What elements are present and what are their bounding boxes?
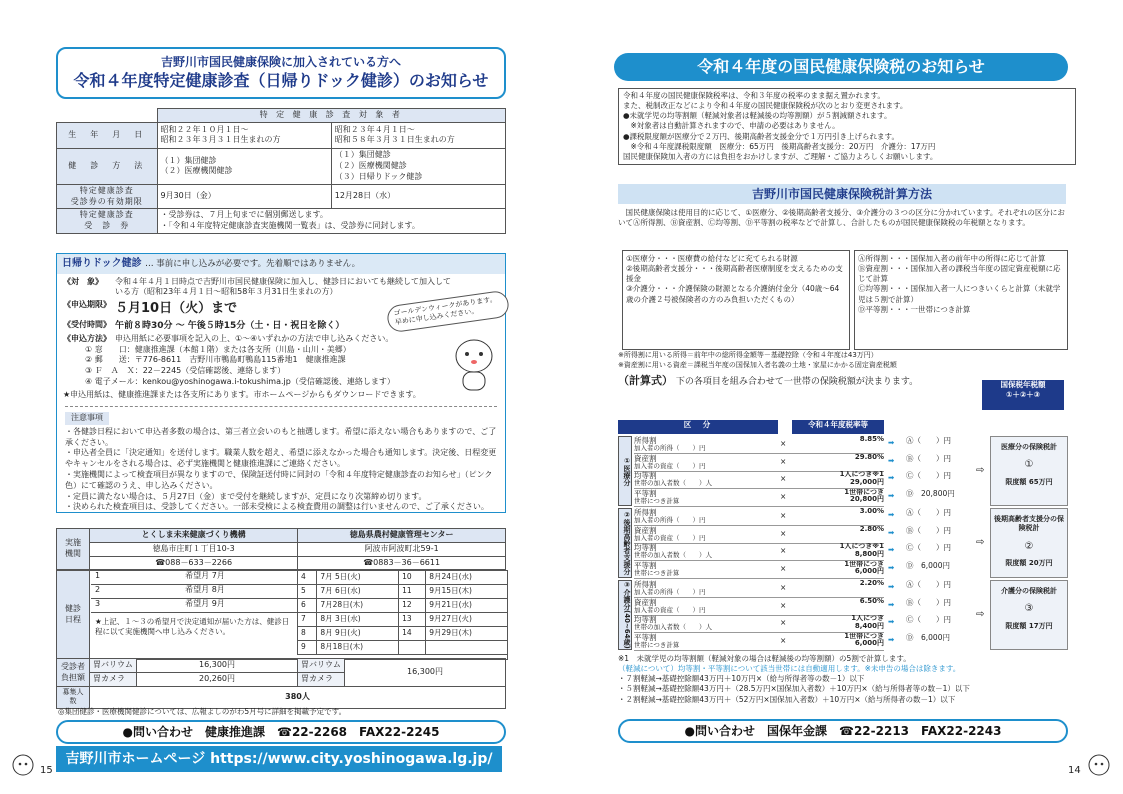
inst1-name: とくしま未来健康づくり機構: [90, 529, 298, 543]
item-rate: 3.00%: [859, 508, 884, 515]
item-result: Ⓓ 6,000円: [906, 560, 950, 570]
item-base: 世帯の加入者数（ ）人: [634, 623, 712, 631]
group-limit: 限度額 20万円: [1005, 559, 1053, 568]
date-value: 8月 9日(火): [317, 627, 399, 641]
item-name: 資産割: [634, 597, 657, 607]
fee-table: [56, 658, 506, 709]
dock-note: … 事前に申し込みが必要です。先着順ではありません。: [145, 259, 361, 269]
item-rate: 8.85%: [859, 436, 884, 443]
col-total: 国保税年税額 ①＋②＋③: [982, 380, 1064, 410]
fee2-type: 胃バリウム: [298, 659, 345, 673]
kubun-item: ②後期高齢者支援分・・・後期高齢者医療制度を支えるための支援金: [626, 264, 843, 284]
item-result: Ⓑ（ ）円: [906, 525, 951, 535]
mascot-icon: [10, 752, 36, 778]
method-item: ④ 電子メール：kenkou@yoshinogawa.i-tokushima.jp（受信確認後、連絡します）: [85, 376, 395, 386]
multiply-icon: ×: [780, 600, 787, 610]
group-result: [990, 436, 1068, 506]
multiply-icon: ×: [780, 491, 787, 501]
intro-box: [618, 88, 1076, 165]
kubun-item: ①医療分・・・医療費の給付などに充てられる財源: [626, 254, 798, 263]
dock-section: [56, 253, 506, 513]
arrow-right-icon: ➡: [888, 473, 895, 482]
row-birth-b: 昭和２３年４月１日～ 昭和５８年３月３１日生まれの方: [331, 122, 505, 148]
inst1-tel: ☎088－633－2266: [90, 556, 298, 570]
multiply-icon: ×: [780, 439, 787, 448]
group-limit: 限度額 65万円: [1005, 477, 1053, 486]
fee1-value: 16,300円: [137, 659, 298, 673]
row-method-label: 健 診 方 法: [57, 148, 158, 184]
reception-label: 《受付時間》: [63, 319, 111, 329]
item-rate: 1人につき 8,400円: [851, 615, 884, 630]
item-name: 所得割: [634, 508, 657, 517]
fee1-type: 胃カメラ: [90, 673, 137, 687]
note-item: ・ 定員に満たない場合は、５月27日（金）まで受付を継続しますが、定員になり次第締め切ります。: [65, 492, 497, 503]
group-name: ①医療分: [618, 436, 632, 506]
date-value: 7月28日(木): [317, 599, 399, 613]
rate-type-item: Ⓐ所得割・・・国保加入者の前年中の所得に応じて計算: [858, 254, 1046, 263]
calc-title: 吉野川市国民健康保険税計算方法: [618, 184, 1066, 204]
group-mark: ③: [1024, 603, 1034, 615]
sched-no: 3: [95, 599, 101, 608]
intro-line: ●未就学児の均等割額（軽減対象者は軽減後の均等割額）が５割減額されます。: [623, 111, 892, 121]
row-birth-label: 生 年 月 日: [57, 122, 158, 148]
item-rate: 1世帯につき 20,800円: [844, 488, 884, 504]
target-text: 令和４年４月１日時点で吉野川市国民健康保険に加入し、健診日においても継続して加入している方（昭和23年４月１日～昭和58年３月31日生まれの方）: [115, 276, 451, 297]
inst2-name: 徳島県農村健康管理センター: [298, 529, 506, 543]
deadline-value: ５月10日（火）まで: [115, 301, 238, 317]
arrow-right-icon: ➡: [888, 490, 895, 500]
left-footnote: ◎集団健診・医療機関健診については、広報よしのがわ5月号に詳細を掲載予定です。: [58, 707, 347, 716]
multiply-icon: ×: [780, 563, 787, 573]
item-base: 加入者の資産（ ）円: [634, 605, 706, 614]
foot-line: ※1 未就学児の均等割額（軽減対象の場合は軽減後の均等割額）の5割で計算します。: [618, 654, 911, 663]
inst2-address: 阿波市阿波町北59-1: [298, 542, 506, 556]
target-label: 《対 象》: [63, 276, 103, 286]
calc-intro: 国民健康保険は使用目的に応じて、①医療分、②後期高齢者支援分、③介護分の３つの区分に分かれています。それぞれの区分においてⒶ所得割、Ⓑ資産割、Ⓒ均等割、Ⓓ平等割の税率などで計算し、合計したものが国民健康保険税の年税額となります。: [618, 208, 1065, 228]
right-page-number: 14: [1068, 765, 1081, 776]
multiply-icon: ×: [780, 474, 787, 483]
left-contact: ●問い合わせ 健康推進課 ☎22-2268 FAX22-2245: [56, 720, 506, 744]
col-rate: 令和４年度税率等: [792, 420, 884, 434]
group-limit: 限度額 17万円: [1005, 621, 1053, 630]
date-no: 13: [399, 613, 426, 627]
date-no: 12: [399, 599, 426, 613]
left-page-number: 15: [40, 765, 53, 776]
rate-type-box: [854, 250, 1068, 350]
group-mark: ①: [1024, 459, 1034, 471]
fee-label: 受診者 負担額: [57, 659, 90, 687]
date-value: 8月 3日(水): [317, 613, 399, 627]
multiply-icon: ×: [780, 618, 787, 627]
inst2-tel: ☎0883－36－6611: [298, 556, 506, 570]
multiply-icon: ×: [780, 635, 787, 645]
row-ticket-text: ・受診券は、７月上旬までに個別郵送します。 ・「令和４年度特定健康診査実施機関一覧表」は、受診券に同封します。: [157, 209, 506, 234]
item-result: Ⓑ（ ）円: [906, 597, 951, 607]
notes-title: 注意事項: [65, 412, 109, 425]
arrow-right-icon: ➡: [888, 438, 895, 447]
arrow-right-icon: ➡: [888, 455, 895, 465]
date-value: 9月27日(火): [426, 613, 508, 627]
date-no: 9: [298, 641, 317, 655]
calc-note: ※資産割に用いる資産＝課税当年度の国保加入者名義の土地・家屋にかかる固定資産税額: [618, 361, 897, 369]
method-label: 《申込方法》: [63, 333, 111, 343]
item-rate: 1世帯につき 6,000円: [844, 560, 884, 576]
formula-text: 下の各項目を組み合わせて一世帯の保険税額が決まります。: [675, 377, 919, 387]
item-rate: 1世帯につき 6,000円: [844, 632, 884, 648]
tax-table: [618, 380, 1072, 652]
item-base: 世帯につき計算: [634, 568, 680, 577]
row-birth-a: 昭和２２年１０月１日～ 昭和２３年３月３１日生まれの方: [157, 122, 331, 148]
item-result: Ⓒ（ ）円: [906, 543, 951, 552]
capacity-label: 募集人数: [57, 687, 90, 709]
item-rate: 6.50%: [859, 597, 884, 605]
inst-label: 実施 機関: [57, 529, 90, 570]
date-value: 8月18日(木): [317, 641, 399, 655]
item-name: 所得割: [634, 580, 657, 589]
item-result: Ⓓ 20,800円: [906, 488, 955, 498]
item-name: 均等割: [634, 543, 657, 552]
item-name: 均等割: [634, 615, 657, 624]
rate-type-item: Ⓑ資産割・・・国保加入者の課税当年度の固定資産税額に応じて計算: [858, 264, 1061, 284]
merge-arrow-icon: ⇨: [976, 537, 985, 548]
date-value: 9月29日(木): [426, 627, 508, 641]
schedule-block: [56, 570, 508, 660]
date-no: 6: [298, 599, 317, 613]
row-expiry-b: 12月28日（水）: [331, 184, 505, 209]
date-no: 8: [298, 627, 317, 641]
speech-bubble: ゴールデンウィークがあります。早めに申し込みください。: [386, 290, 511, 334]
fee2-type: 胃カメラ: [298, 673, 345, 687]
arrow-right-icon: ➡: [888, 599, 895, 609]
item-base: 世帯の加入者数（ ）人: [634, 551, 712, 559]
item-name: 均等割: [634, 471, 657, 480]
item-name: 所得割: [634, 436, 657, 445]
left-page: [0, 0, 561, 794]
mascot-icon: [1086, 752, 1112, 778]
institution-table: [56, 528, 506, 570]
right-contact: ●問い合わせ 国保年金課 ☎22-2213 FAX22-2243: [618, 719, 1068, 743]
foot-notes: [618, 654, 1072, 705]
row-ticket-label: 特定健康診査 受 診 券: [57, 209, 158, 234]
reception-value: 午前８時30分 ～ 午後５時15分（土・日・祝日を除く）: [115, 320, 345, 331]
item-base: 加入者の所得（ ）円: [634, 588, 706, 596]
row-expiry-label: 特定健康診査 受診券の有効期限: [57, 184, 158, 209]
foot-line: ・２割軽減→基礎控除額43万円＋（52万円×国保加入者数）＋10万円×（給与所得者の数－1）以下: [618, 694, 956, 704]
date-value: 8月24日(水): [426, 571, 508, 585]
fee2-value: 16,300円: [345, 659, 506, 687]
foot-line: ・７割軽減→基礎控除額43万円＋10万円×（給与所得者等の数－1）以下: [618, 674, 865, 684]
item-base: 世帯の加入者数（ ）人: [634, 479, 712, 487]
arrow-right-icon: ➡: [888, 510, 895, 519]
date-value: 9月21日(水): [426, 599, 508, 613]
intro-line: ※令和４年度課税限度額 医療分：65万円 後期高齢者支援分：20万円 介護分：17万円: [623, 141, 936, 151]
col-kubun: 区 分: [618, 420, 778, 434]
row-method-a: （１）集団健診 （２）医療機関健診: [157, 148, 331, 184]
item-base: 加入者の所得（ ）円: [634, 444, 706, 452]
group-result-title: 医療分の保険税計: [1001, 443, 1057, 451]
rate-type-item: Ⓓ平等割・・・一世帯につき計算: [858, 304, 971, 314]
item-name: 平等割: [634, 632, 657, 642]
dock-title: 日帰りドック健診: [62, 258, 142, 269]
sched-no: 2: [95, 585, 101, 594]
intro-line: 令和４年度の国民健康保険税率は、令和３年度の税率のまま据え置かれます。: [623, 91, 885, 100]
homepage-banner[interactable]: 吉野川市ホームページ https://www.city.yoshinogawa.lg.jp/: [56, 746, 502, 772]
item-result: Ⓐ（ ）円: [906, 508, 951, 517]
deadline-label: 《申込期限》: [63, 300, 111, 310]
date-no: 4: [298, 571, 317, 585]
note-item: ・ 決められた検査項目は、受診してください。一部未受検による検査費用の調整は行いませんので、ご了承ください。: [65, 502, 497, 513]
right-header-title: 令和４年度の国民健康保険税のお知らせ: [614, 53, 1068, 81]
date-value: 7月 6日(水): [317, 585, 399, 599]
method-item: ③ Ｆ Ａ Ｘ：22－2245（受信確認後、連絡します）: [85, 366, 286, 376]
right-page: [562, 0, 1123, 794]
calc-note: ※所得割に用いる所得＝前年中の総所得金額等－基礎控除（令和４年度は43万円）: [618, 351, 878, 359]
item-rate: 2.20%: [859, 580, 884, 587]
group-result-title: 介護分の保険税計: [1001, 587, 1057, 595]
sched-month: 希望月 7月: [185, 571, 225, 580]
item-result: Ⓓ 6,000円: [906, 632, 950, 642]
multiply-icon: ×: [780, 511, 787, 520]
note-item: ・ 実施機関によって検査項目が異なりますので、保険証送付時に同封の「令和４年度特定健康診査のお知らせ」（ピンク色）にて確認のうえ、申し込みください。: [65, 470, 497, 492]
method-value: 申込用紙に必要事項を記入の上、①～④いずれかの方法で申し込みください。: [115, 333, 394, 343]
rate-type-item: Ⓒ均等割・・・国保加入者一人につきいくらと計算（未就学児は５割で計算）: [858, 284, 1061, 304]
arrow-right-icon: ➡: [888, 617, 895, 626]
item-name: 資産割: [634, 525, 657, 535]
item-rate: 2.80%: [859, 525, 884, 533]
intro-line: 国民健康保険加入者の方には負担をおかけしますが、ご理解・ご協力よろしくお願いします。: [623, 151, 938, 161]
item-name: 平等割: [634, 488, 657, 498]
note-item: ・ 申込者全員に「決定通知」を送付します。職業人数を超え、希望に添えなかった場合も通知します。決定後、日程変更やキャンセルをされる場合は、必ず実施機関と健康推進課にご連絡ください。: [65, 448, 497, 470]
item-result: Ⓐ（ ）円: [906, 580, 951, 589]
arrow-right-icon: ➡: [888, 582, 895, 591]
target-table-head: 特 定 健 康 診 査 対 象 者: [157, 109, 506, 123]
dock-title-bar: [57, 254, 505, 274]
fee1-type: 胃バリウム: [90, 659, 137, 673]
arrow-right-icon: ➡: [888, 634, 895, 644]
tax-group: [618, 508, 1072, 578]
date-no: 11: [399, 585, 426, 599]
capacity-value: 380人: [90, 687, 506, 709]
group-name: ②後期高齢者支援分: [618, 508, 632, 578]
group-result-title: 後期高齢者支援分の保険税計: [994, 515, 1064, 533]
merge-arrow-icon: ⇨: [976, 465, 985, 476]
item-rate: 29.80%: [854, 453, 884, 461]
date-no: 7: [298, 613, 317, 627]
inst1-address: 徳島市庄町１丁目10-3: [90, 542, 298, 556]
sched-note: ★上記、１～３の希望月で決定通知が届いた方は、健診日程に以て実施機関へ申し込みください。: [95, 617, 290, 637]
sched-month: 希望月 9月: [185, 599, 225, 608]
date-no: 10: [399, 571, 426, 585]
group-name: ③介護分(40~64歳): [618, 580, 632, 650]
item-result: Ⓒ（ ）円: [906, 615, 951, 624]
methods-list: [85, 345, 415, 388]
tax-group: [618, 436, 1072, 506]
sched-no: 1: [95, 571, 101, 580]
item-result: Ⓐ（ ）円: [906, 436, 951, 445]
item-base: 加入者の所得（ ）円: [634, 516, 706, 524]
item-rate: 1人につき※1 29,000円: [839, 471, 884, 486]
group-result: [990, 508, 1068, 578]
intro-line: ●課税限度額が医療分で２万円、後期高齢者支援金分で１万円引き上げられます。: [623, 131, 899, 141]
date-no: 14: [399, 627, 426, 641]
note-item: ・ 各健診日程において申込者多数の場合は、第三者立会いのもと抽選します。希望に添えない場合もありますので、ご了承ください。: [65, 427, 497, 449]
sched-label: 健診 日程: [57, 571, 90, 659]
date-value: 7月 5日(火): [317, 571, 399, 585]
left-header-subtitle: 吉野川市国民健康保険に加入されている方へ: [160, 55, 401, 69]
fee1-value: 20,260円: [137, 673, 298, 687]
row-method-b: （１）集団健診 （２）医療機関健診 （３）日帰りドック健診: [331, 148, 505, 184]
item-base: 世帯につき計算: [634, 640, 680, 649]
method-item: ① 窓 口：健康推進課（本館１階）または各支所（川島・山川・美郷）: [85, 344, 351, 354]
item-base: 加入者の資産（ ）円: [634, 461, 706, 470]
date-no: 5: [298, 585, 317, 599]
multiply-icon: ×: [780, 583, 787, 592]
kubun-item: ③介護分・・・介護保険の財源となる介護納付金分（40歳～64歳の介護２号被保険者の方のみ負担いただくもの）: [626, 284, 840, 304]
sched-month: 希望月 8月: [185, 585, 225, 594]
formula-label: （計算式）: [618, 374, 673, 387]
sched-dates: [297, 570, 508, 655]
arrow-right-icon: ➡: [888, 527, 895, 537]
item-name: 資産割: [634, 453, 657, 463]
item-result: Ⓑ（ ）円: [906, 453, 951, 463]
intro-line: また、税制改正などにより令和４年度の国民健康保険税が次のとおり変更されます。: [623, 101, 908, 111]
item-rate: 1人につき※1 8,800円: [839, 543, 884, 558]
group-result: [990, 580, 1068, 650]
multiply-icon: ×: [780, 528, 787, 538]
multiply-icon: ×: [780, 456, 787, 466]
date-value: 9月15日(木): [426, 585, 508, 599]
left-header: [56, 47, 506, 99]
tax-group: [618, 580, 1072, 650]
arrow-right-icon: ➡: [888, 545, 895, 554]
item-result: Ⓒ（ ）円: [906, 471, 951, 480]
item-name: 平等割: [634, 560, 657, 570]
intro-line: ※対象者は自動計算されますので、申請の必要はありません。: [623, 121, 840, 131]
left-header-title: 令和４年度特定健康診査（日帰りドック健診）のお知らせ: [73, 71, 489, 91]
row-expiry-a: 9月30日（金）: [157, 184, 331, 209]
kubun-box: [622, 250, 850, 350]
merge-arrow-icon: ⇨: [976, 609, 985, 620]
item-base: 世帯につき計算: [634, 496, 680, 505]
multiply-icon: ×: [780, 546, 787, 555]
group-mark: ②: [1024, 540, 1034, 552]
foot-line: （軽減について）均等割・平等割について該当世帯には自動適用します。※未申告の場合は除きます。: [618, 664, 961, 674]
mascot-icon: [449, 334, 499, 394]
method-item: ② 郵 送：〒776-8611 吉野川市鴨島町鴨島115番地1 健康推進課: [85, 355, 346, 365]
item-base: 加入者の資産（ ）円: [634, 533, 706, 542]
target-table: [56, 108, 506, 234]
foot-line: ・５割軽減→基礎控除額43万円＋（28.5万円×国保加入者数）＋10万円×（給与所得者等の数－1）以下: [618, 684, 970, 694]
arrow-right-icon: ➡: [888, 562, 895, 572]
form-note: ★申込用紙は、健康推進課または各支所にあります。市ホームページからもダウンロードできます。: [63, 389, 421, 399]
